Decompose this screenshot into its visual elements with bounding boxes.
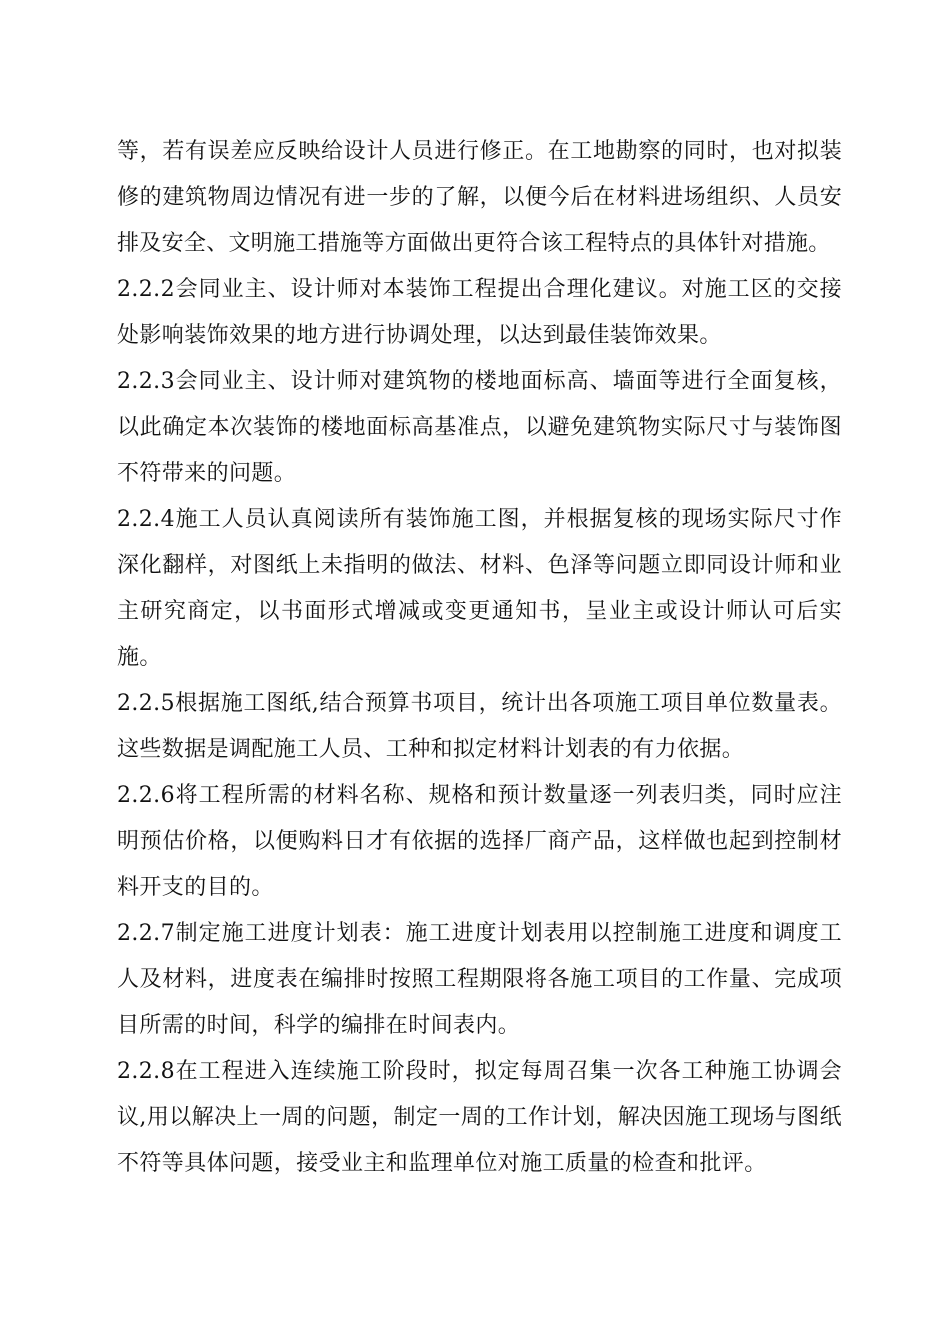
paragraph-2-2-8: 2.2.8在工程进入连续施工阶段时，拟定每周召集一次各工种施工协调会议,用以解决上一周的问题，制定一周的工作计划，解决因施工现场与图纸不符等具体问题，接受业主和监理单位对施工质量的检查和批评。 (117, 1059, 842, 1176)
paragraph-2-2-5: 2.2.5根据施工图纸,结合预算书项目，统计出各项施工项目单位数量表。这些数据是调配施工人员、工种和拟定材料计划表的有力依据。 (117, 691, 842, 762)
paragraph-2-2-6: 2.2.6将工程所需的材料名称、规格和预计数量逐一列表归类，同时应注明预估价格，以便购料日才有依据的选择厂商产品，这样做也起到控制材料开支的目的。 (117, 783, 842, 900)
document-body (117, 129, 842, 1187)
paragraph-2-2-3: 2.2.3会同业主、设计师对建筑物的楼地面标高、墙面等进行全面复核，以此确定本次装饰的楼地面标高基准点，以避免建筑物实际尺寸与装饰图不符带来的问题。 (117, 369, 842, 486)
paragraph-2-2-2: 2.2.2会同业主、设计师对本装饰工程提出合理化建议。对施工区的交接处影响装饰效果的地方进行协调处理，以达到最佳装饰效果。 (117, 277, 842, 348)
paragraph-site-survey: 等，若有误差应反映给设计人员进行修正。在工地勘察的同时，也对拟装修的建筑物周边情况有进一步的了解，以便今后在材料进场组织、人员安排及安全、文明施工措施等方面做出更符合该工程特点的具体针对措施。 (117, 139, 842, 256)
paragraph-2-2-4: 2.2.4施工人员认真阅读所有装饰施工图，并根据复核的现场实际尺寸作深化翻样，对图纸上未指明的做法、材料、色泽等问题立即同设计师和业主研究商定，以书面形式增减或变更通知书，呈业主或设计师认可后实施。 (117, 507, 842, 670)
paragraph-2-2-7: 2.2.7制定施工进度计划表：施工进度计划表用以控制施工进度和调度工人及材料，进度表在编排时按照工程期限将各施工项目的工作量、完成项目所需的时间，科学的编排在时间表内。 (117, 921, 842, 1038)
